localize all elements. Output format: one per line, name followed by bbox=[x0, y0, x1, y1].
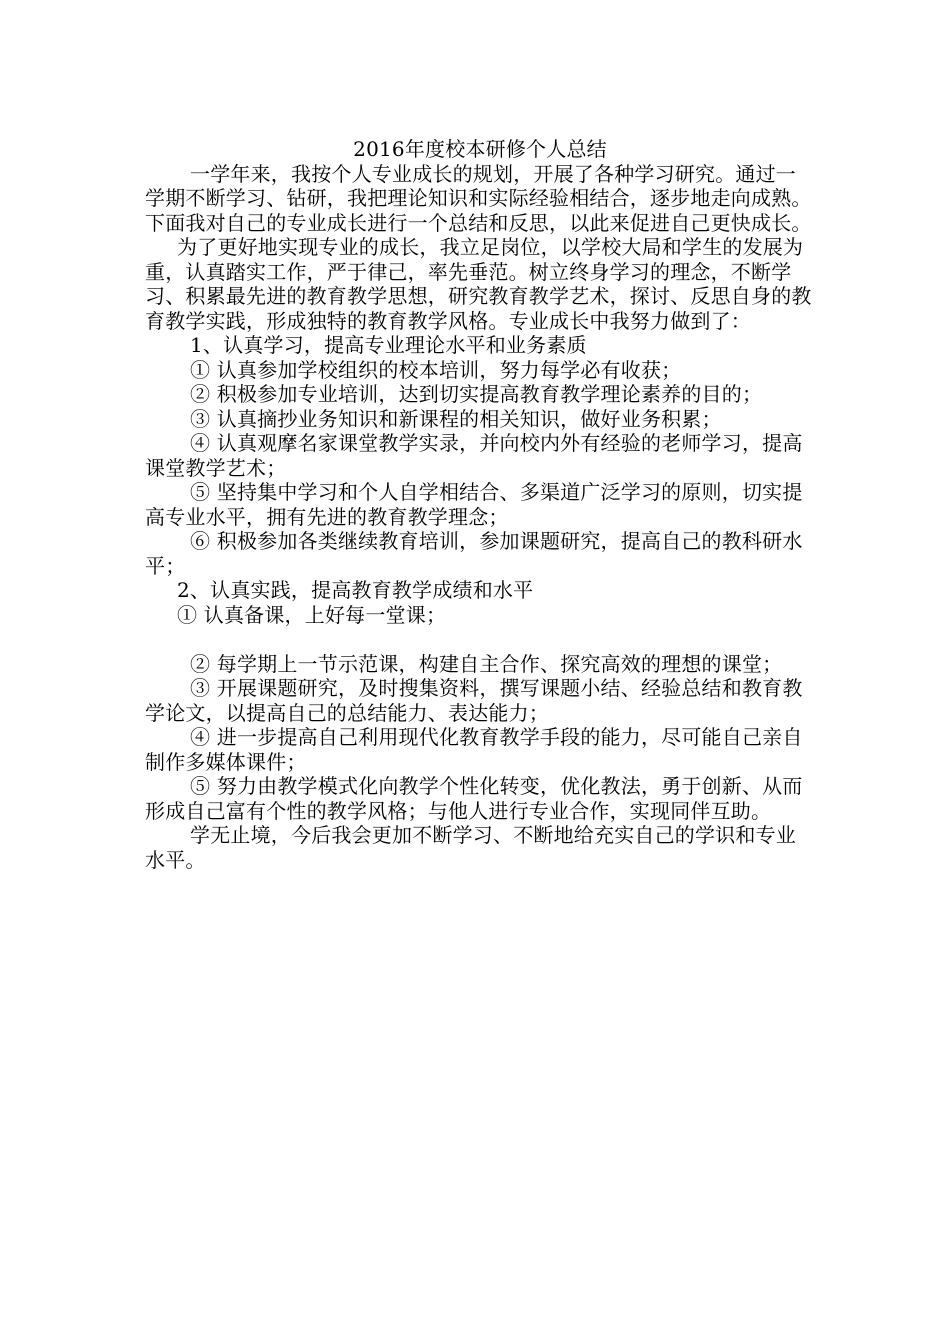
body-paragraph: 为了更好地实现专业的成长，我立足岗位，以学校大局和学生的发展为重，认真踏实工作，严于律己，率先垂范。树立终身学习的理念，不断学习、积累最先进的教育教学思想，研究教育教学艺术，探讨、反思自身的教育教学实践，形成独特的教育教学风格。专业成长中我努力做到了： bbox=[145, 235, 812, 333]
list-item: ④ 进一步提高自己利用现代化教育教学手段的能力，尽可能自己亲自制作多媒体课件； bbox=[145, 725, 803, 774]
list-item: ③ 认真摘抄业务知识和新课程的相关知识，做好业务积累； bbox=[190, 406, 722, 431]
list-item: ① 认真备课，上好每一堂课； bbox=[177, 602, 447, 627]
list-item: ② 积极参加专业培训，达到切实提高教育教学理论素养的目的； bbox=[190, 382, 763, 406]
list-item: ② 每学期上一节示范课，构建自主合作、探究高效的理想的课堂； bbox=[190, 651, 783, 676]
list-item: ③ 开展课题研究，及时搜集资料，撰写课题小结、经验总结和教育教学论文，以提高自己的总结能力、表达能力； bbox=[145, 676, 803, 725]
document-page bbox=[145, 137, 815, 872]
list-item: ⑤ 坚持集中学习和个人自学相结合、多渠道广泛学习的原则，切实提高专业水平，拥有先进的教育教学理念； bbox=[145, 480, 803, 529]
list-item: ⑥ 积极参加各类继续教育培训，参加课题研究，提高自己的教科研水平； bbox=[145, 529, 803, 578]
closing-paragraph: 学无止境，今后我会更加不断学习、不断地给充实自己的学识和专业水平。 bbox=[145, 823, 796, 872]
document-title: 2016年度校本研修个人总结 bbox=[353, 137, 607, 161]
list-item: ① 认真参加学校组织的校本培训，努力每学必有收获； bbox=[190, 357, 682, 382]
blank-line bbox=[145, 627, 815, 652]
section-heading-2: 2、认真实践，提高教育教学成绩和水平 bbox=[177, 578, 534, 602]
intro-paragraph: 一学年来，我按个人专业成长的规划，开展了各种学习研究。通过一学期不断学习、钻研，我把理论知识和实际经验相结合，逐步地走向成熟。下面我对自己的专业成长进行一个总结和反思，以此来促进自己更快成长。 bbox=[145, 161, 812, 235]
section-heading-1: 1、认真学习，提高专业理论水平和业务素质 bbox=[190, 333, 587, 357]
list-item: ④ 认真观摩名家课堂教学实录，并向校内外有经验的老师学习，提高课堂教学艺术； bbox=[145, 431, 803, 480]
list-item: ⑤ 努力由教学模式化向教学个性化转变，优化教法，勇于创新、从而形成自己富有个性的教学风格；与他人进行专业合作，实现同伴互助。 bbox=[145, 774, 803, 823]
